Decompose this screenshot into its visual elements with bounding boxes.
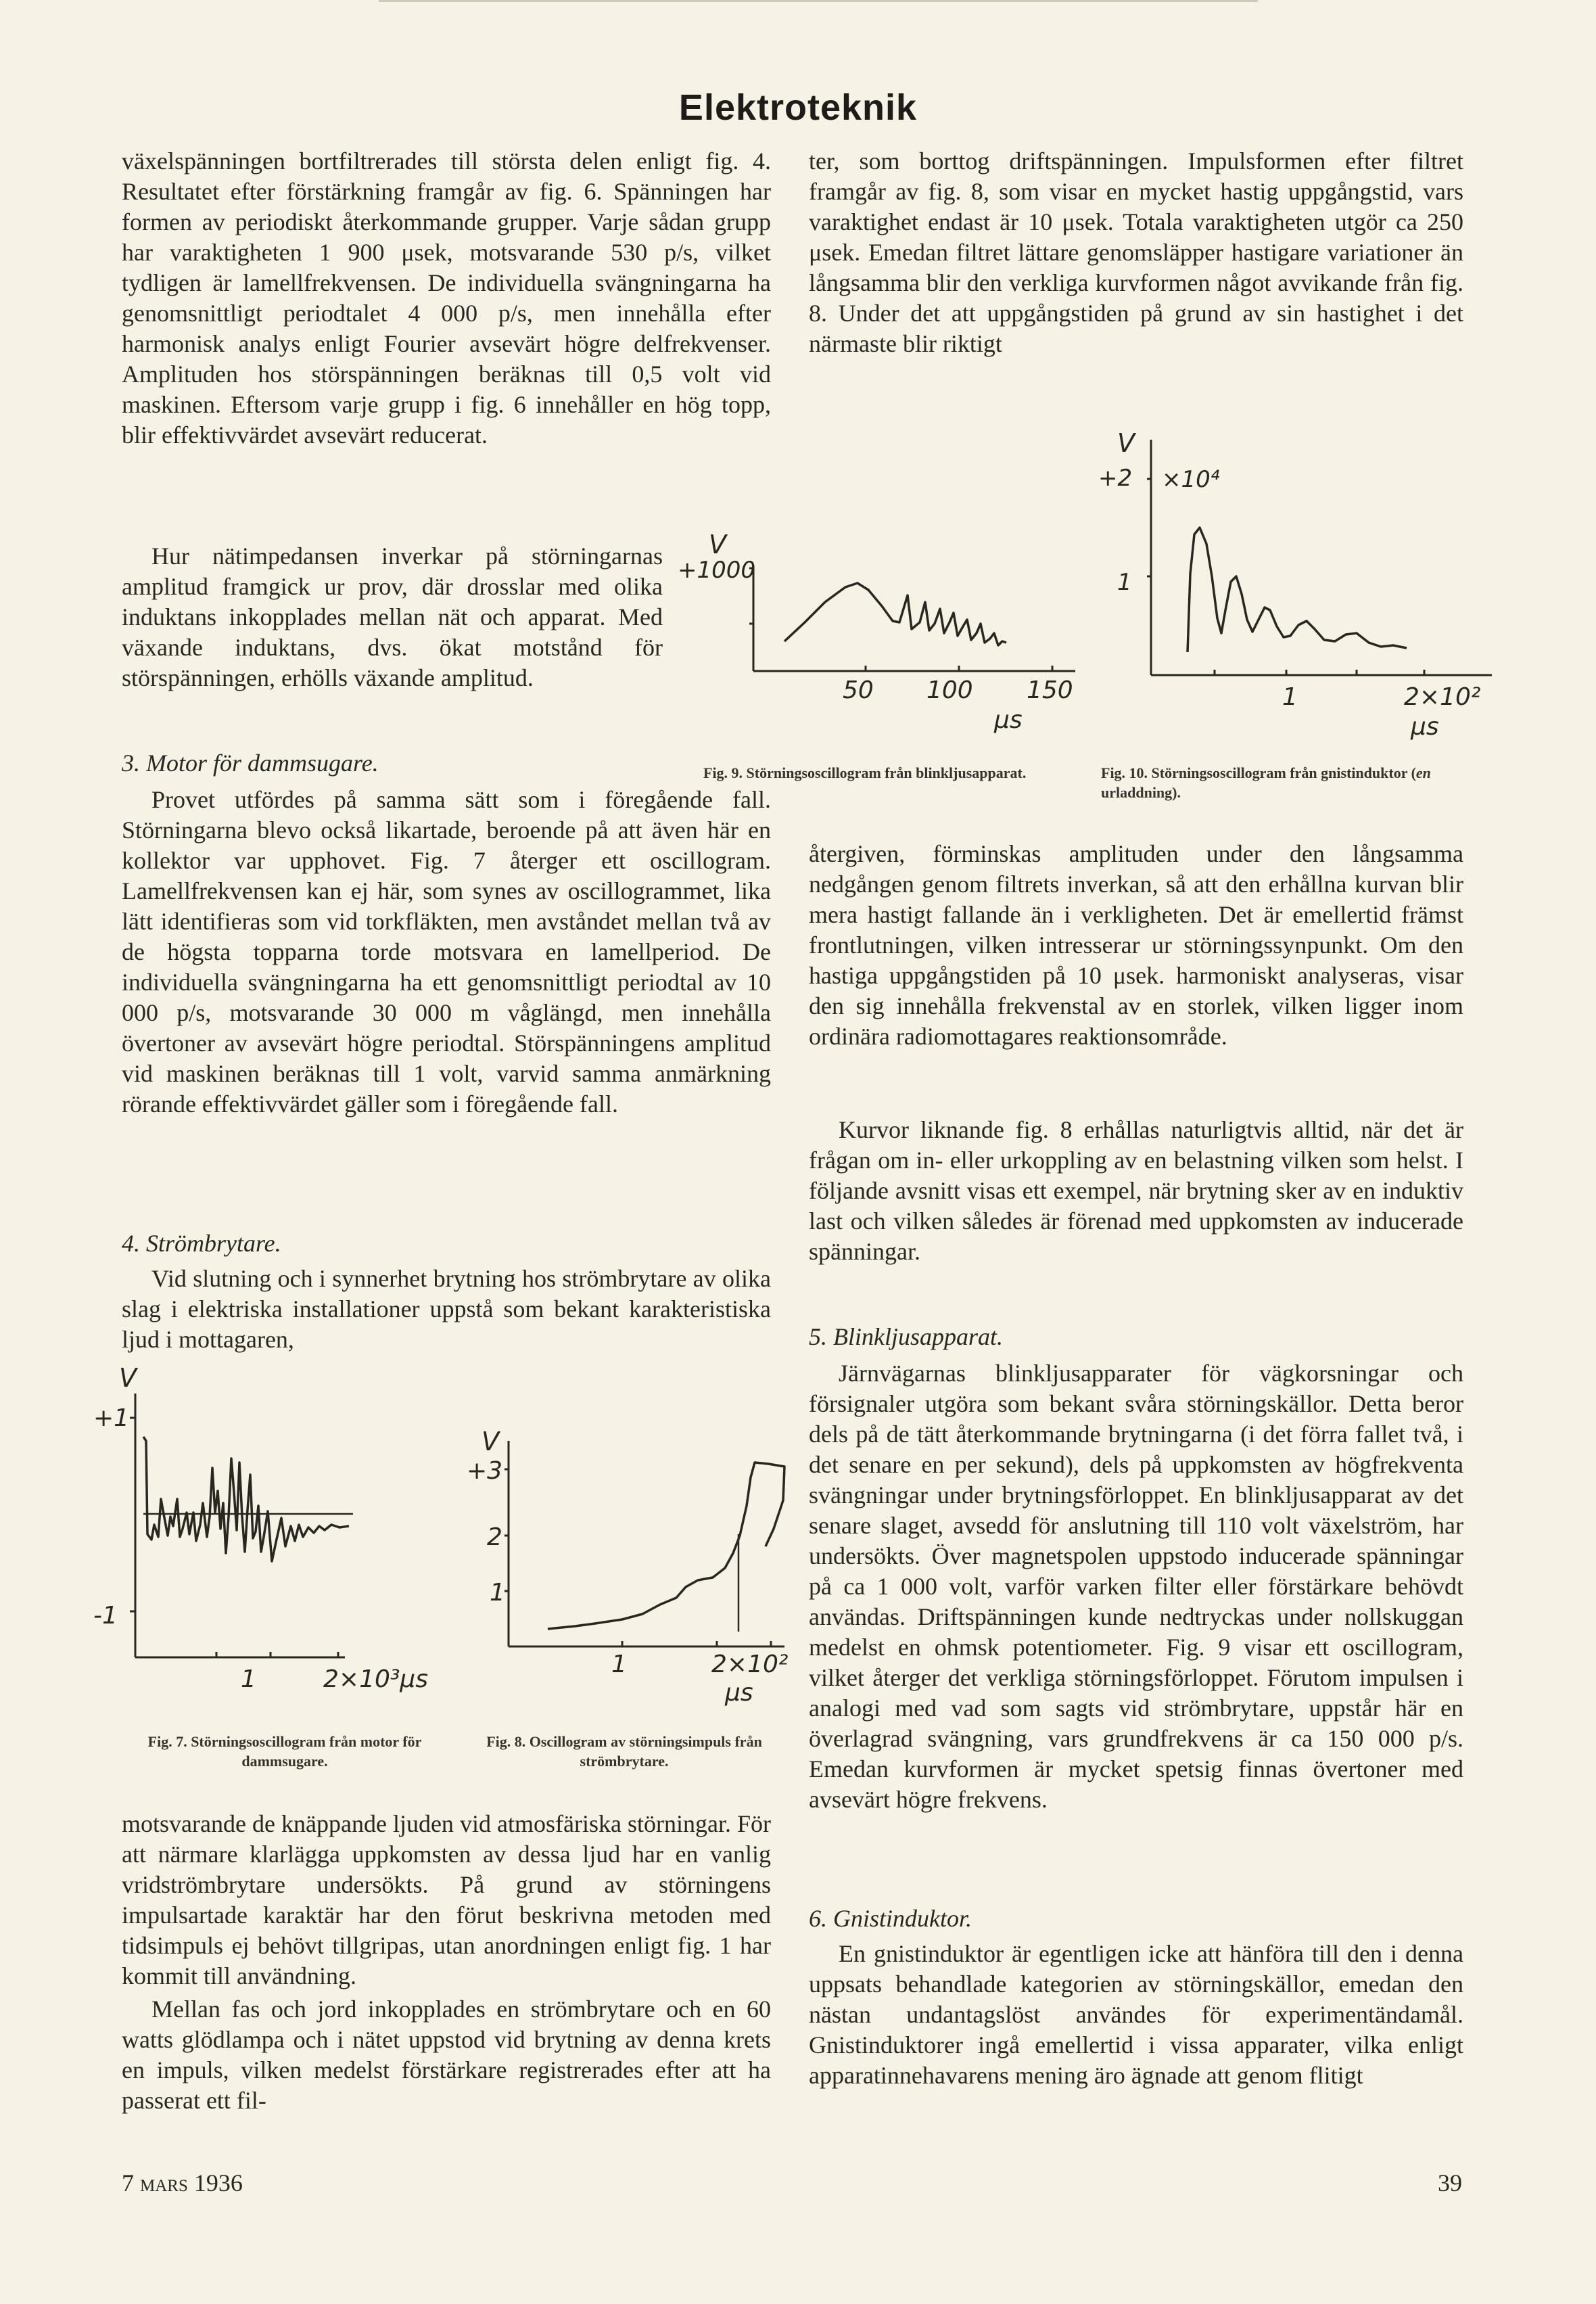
fig8-y-tick: +3 xyxy=(467,1457,503,1485)
paragraph: motsvarande de knäppande ljuden vid atmosfäriska störningar. För att närmare klarlägga uppkomsten av dessa ljud har en vanlig vridströmbrytare undersökts. På grund av störningens impulsartade karaktär har den förut beskrivna metoden med tidsimpuls ej behövt tillgripas, utan anordningen enligt fig. 1 har kommit till användning. xyxy=(122,1810,771,1989)
fig9-trace xyxy=(784,583,1006,645)
fig9-oscillogram xyxy=(656,521,1089,744)
fig9-caption: Fig. 9. Störningsoscillogram från blinkljusapparat. xyxy=(703,764,1027,781)
fig9-x-tick: 150 xyxy=(1027,676,1073,704)
paragraph: Kurvor liknande fig. 8 erhållas naturligtvis alltid, när det är frågan om in- eller urkoppling av en belastning vilken som helst. I följande avsnitt visas ett exempel, när brytning sker av en induktiv last och vilken således är förenad med uppkomsten av inducerade spänningar. xyxy=(809,1116,1463,1265)
fig10-y-unit: V xyxy=(1117,428,1135,458)
fig7-trace xyxy=(143,1437,349,1561)
fig8-y-tick: 2 xyxy=(487,1523,502,1551)
paragraph: ter, som borttog driftspänningen. Impulsformen efter filtret framgår av fig. 8, som visar en mycket hastig uppgångstid, vars varaktighet endast är 10 μsek. Totala varaktigheten utgör ca 250 μsek. Emedan filtret lättare genomsläpper hastigare variationer än långsamma blir den verkliga kurvformen något avvikande från fig. 8. Under det att uppgångstiden på grund av sin hastighet i det närmaste blir riktigt xyxy=(809,147,1463,357)
page-header: Elektroteknik xyxy=(678,87,918,128)
fig8-x-unit-b: μs xyxy=(725,1679,753,1707)
fig10-caption-b: urladdning). xyxy=(1101,784,1181,801)
paragraph: En gnistinduktor är egentligen icke att hänföra till den i denna uppsats behandlade kategorien av störningskällor, emedan den nästan undantagslöst användes för experimentändamål. Gnistinduktorer ingå emellertid i vissa apparater, vilka enligt apparatinnehavarens mening äro ägnade att genom flitigt xyxy=(809,1940,1463,2089)
fig8-y-tick: 1 xyxy=(490,1579,505,1607)
footer-date: 7 mars 1936 xyxy=(122,2169,243,2196)
paragraph: Vid slutning och i synnerhet brytning hos strömbrytare av olika slag i elektriska installationer uppstå som bekant karakteristiska ljud i mottagaren, xyxy=(122,1265,771,1353)
section-heading: 5. Blinkljusapparat. xyxy=(809,1323,1003,1350)
fig10-y-tick: +2 xyxy=(1098,465,1133,492)
fig10-x-unit-b: μs xyxy=(1411,713,1439,741)
fig10-caption xyxy=(1101,763,1480,802)
paragraph: Mellan fas och jord inkopplades en strömbrytare och en 60 watts glödlampa och i nätet uppstod vid brytning av denna krets en impuls, vilken medelst förstärkare registrerades efter att ha passerat ett fil- xyxy=(122,1996,771,2114)
fig10-x-unit-a: 2×10² xyxy=(1404,683,1481,711)
fig7-x-unit: 2×10³μs xyxy=(323,1665,428,1693)
fig7-x-tick: 1 xyxy=(241,1665,256,1693)
section-heading: 3. Motor för dammsugare. xyxy=(122,750,379,777)
fig8-x-tick: 1 xyxy=(611,1651,627,1678)
section-heading: 6. Gnistinduktor. xyxy=(809,1905,972,1932)
fig9-x-tick: 100 xyxy=(926,676,973,704)
fig10-caption-a: Fig. 10. Störningsoscillogram från gnistinduktor ( xyxy=(1101,764,1416,781)
fig8-y-unit: V xyxy=(482,1427,499,1456)
paragraph: Hur nätimpedansen inverkar på störningarnas amplitud framgick ur prov, där drosslar med olika induktans inkopplades mellan nät och apparat. Med växande induktans, dvs. ökat motstånd för störspänningen, erhölls växande amplitud. xyxy=(122,543,663,691)
fig10-trace xyxy=(1188,528,1407,652)
top-rule xyxy=(379,0,1258,2)
fig10-oscillogram xyxy=(1086,419,1512,758)
fig10-caption-em: en xyxy=(1415,764,1431,781)
fig9-x-tick: 50 xyxy=(843,676,874,704)
fig8-oscillogram xyxy=(460,1421,812,1718)
fig8-x-unit-a: 2×10² xyxy=(711,1651,789,1678)
fig7-oscillogram xyxy=(88,1360,453,1711)
fig7-y-tick: -1 xyxy=(93,1602,118,1630)
fig8-caption: Fig. 8. Oscillogram av störningsimpuls från strömbrytare. xyxy=(486,1733,762,1770)
section-heading: 4. Strömbrytare. xyxy=(122,1230,281,1257)
fig7-y-tick: +1 xyxy=(93,1404,130,1432)
fig10-x-tick: 1 xyxy=(1282,683,1298,711)
fig8-trace xyxy=(548,1462,784,1629)
paragraph: växelspänningen bortfiltrerades till största delen enligt fig. 4. Resultatet efter förstärkning framgår av fig. 6. Spänningen har formen av periodiskt återkommande grupper. Varje sådan grupp har varaktigheten 1 900 μsek, motsvarande 530 p/s, vilket tydligen är lamellfrekvensen. De individuella svängningarna ha genomsnittligt periodtalet 4 000 p/s, men innehålla efter harmonisk analys enligt Fourier avsevärt högre delfrekvenser. Amplituden hos störspänningen beräknas till 0,5 volt vid maskinen. Eftersom varje grupp i fig. 6 innehåller en hög topp, blir effektivvärdet avsevärt reducerat. xyxy=(122,147,771,448)
paragraph: Provet utfördes på samma sätt som i föregående fall. Störningarna blevo också likartade, beroende på att även här en kollektor var upphovet. Fig. 7 återger ett oscillogram. Lamellfrekvensen kan ej här, som synes av oscillogrammet, lika lätt identifieras som vid torkfläkten, men avståndet mellan två av de högsta topparna torde motsvara en lamellperiod. De individuella svängningarna ha ett genomsnittligt periodtal av 10 000 p/s, motsvarande 30 000 m våglängd, men innehålla övertoner av avsevärt högre periodtal. Störspänningens amplitud vid maskinen beräknas till 1 volt, varvid samma anmärkning rörande effektivvärdet gäller som i föregående fall. xyxy=(122,786,771,1118)
fig7-y-unit: V xyxy=(119,1363,137,1393)
fig10-y-mult: ×10⁴ xyxy=(1162,466,1220,493)
paragraph: återgiven, förminskas amplituden under den långsamma nedgången genom filtrets inverkan, så att den erhållna kurvan blir mera hastigt fallande än i verkligheten. Det är emellertid främst frontlutningen, vilken intresserar ur störningssynpunkt. Om den hastiga uppgångstiden på 10 μsek. harmoniskt analyseras, visar den sig innehålla frekvenstal av en storlek, vilken ligger inom ordinära radiomottagares reaktionsområde. xyxy=(809,840,1463,1050)
page-number: 39 xyxy=(1438,2169,1462,2196)
paragraph: Järnvägarnas blinkljusapparater för vägkorsningar och försignaler utgöra som bekant svåra störningskällor. Detta beror dels på de tätt återkommande brytningarna (i det förra fallet två, i det senare en per sekund), dels på uppkomsten av högfrekventa svängningar under brytningsförloppet. En blinkljusapparat av det senare slaget, avsedd för anslutning till 110 volt växelström, har undersökts. Över magnetspolen uppstodo inducerade spänningar på ca 1 000 volt, varför varken filter eller förstärkare behövdt användas. Driftspänningen kunde nedtryckas under nollskuggan medelst en ohmsk potentiometer. Fig. 9 visar ett oscillogram, vilket återger det verkliga störningsförloppet. Förutom impulsen i analogi med vad som sagts vid strömbrytare, uppstår här en överlagrad svängning, vars grundfrekvens är ca 150 000 p/s. Emedan kurvformen är mycket spetsig finnas övertoner med avsevärt högre frekvens. xyxy=(809,1360,1463,1813)
fig10-y-tick: 1 xyxy=(1117,569,1132,596)
fig9-y-tick: +1000 xyxy=(678,557,756,584)
fig7-caption: Fig. 7. Störningsoscillogram från motor för dammsugare. xyxy=(147,1733,422,1770)
fig9-x-unit: μs xyxy=(994,706,1023,734)
fig9-y-unit: V xyxy=(709,530,726,559)
